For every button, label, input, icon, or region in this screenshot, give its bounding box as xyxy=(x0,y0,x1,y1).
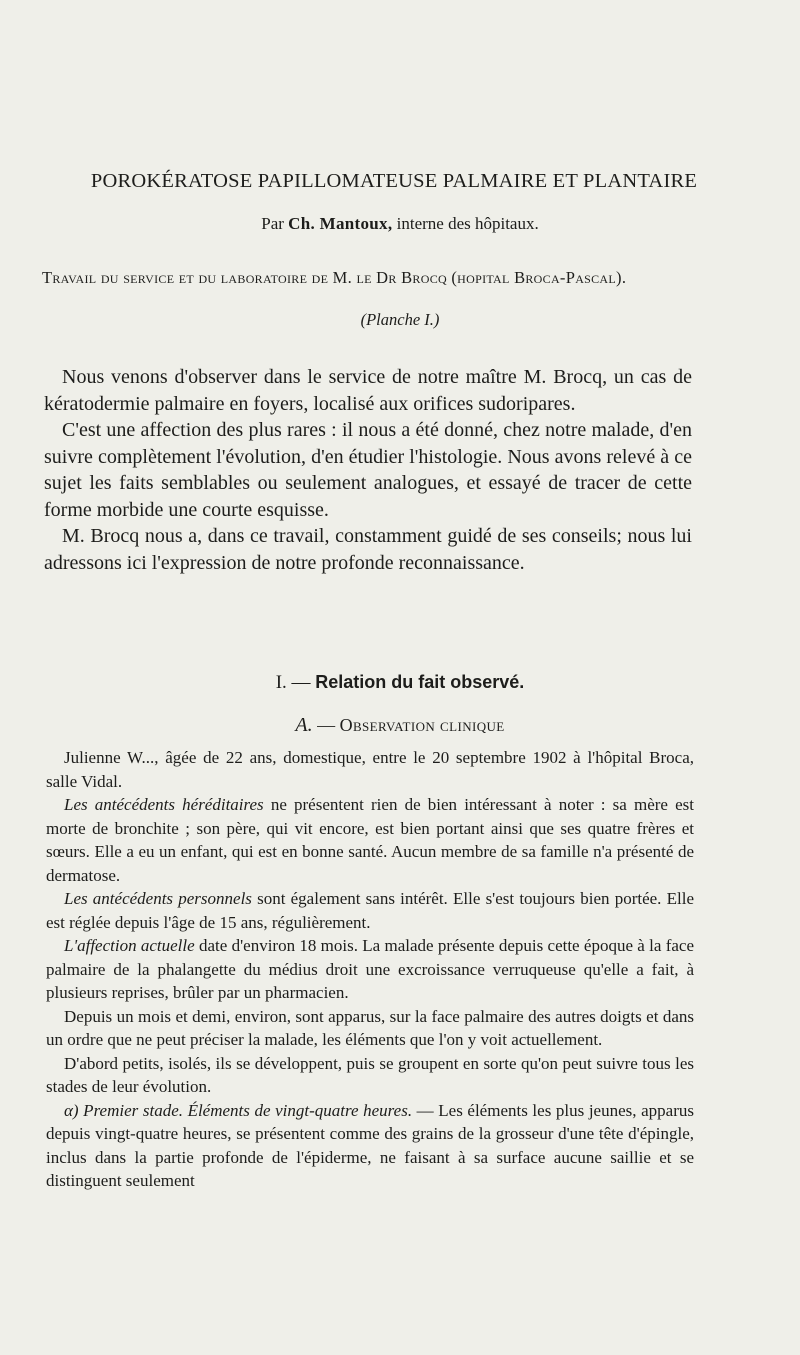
body-paragraph-2 xyxy=(46,793,694,887)
body-paragraph-5: Depuis un mois et demi, environ, sont apparus, sur la face palmaire des autres doigts et dans un ordre que ne peut préciser la malade, les éléments que l'on y voit actuellement. xyxy=(46,1006,694,1049)
body-paragraph-1: Julienne W..., âgée de 22 ans, domestique, entre le 20 septembre 1902 à l'hôpital Broca, salle Vidal. xyxy=(46,748,694,791)
emphasis-current: L'affection actuelle xyxy=(64,936,195,955)
body-paragraph-4-text: date d'environ 18 mois. La malade présente depuis cette époque à la face palmaire de la phalangette du médius droit une excroissance verruqueuse qu'elle a fait, à plusieurs reprises, brûler par un pharmacien. xyxy=(46,936,694,1002)
observation-body xyxy=(46,746,694,1193)
subsection-heading xyxy=(0,714,800,737)
introduction xyxy=(44,364,692,576)
section-heading xyxy=(0,672,800,694)
intro-paragraph-3: M. Brocq nous a, dans ce travail, constamment guidé de ses conseils; nous lui adressons ici l'expression de notre profonde reconnaissance. xyxy=(44,525,692,574)
body-paragraph-7 xyxy=(46,1099,694,1193)
subsection-dash: — xyxy=(317,715,336,735)
body-paragraph-6: D'abord petits, isolés, ils se développent, puis se groupent en sorte qu'on peut suivre tous les stades de leur évolution. xyxy=(46,1053,694,1096)
section-title: Relation du fait observé. xyxy=(315,672,525,692)
body-paragraph-2-text: ne présentent rien de bien intéressant à noter : sa mère est morte de bronchite ; son père, qui vit encore, est bien portant ainsi que ses quatre frères et sœurs. Elle a eu un enfant, qui est en bonne santé. Aucun membre de sa famille n'a présenté de dermatose. xyxy=(46,795,694,885)
by-prefix: Par xyxy=(261,214,284,233)
intro-paragraph-2: C'est une affection des plus rares : il nous a été donné, chez notre malade, d'en suivre complètement l'évolution, d'en étudier l'histologie. Nous avons relevé à ce sujet les faits semblables ou seulement analogues, et essayé de tracer de cette forme morbide une courte esquisse. xyxy=(44,419,692,521)
subsection-title: Observation clinique xyxy=(339,715,505,735)
author-name: Ch. Mantoux, xyxy=(288,214,393,233)
article-title: POROKÉRATOSE PAPILLOMATEUSE PALMAIRE ET PLANTAIRE xyxy=(90,170,698,192)
byline xyxy=(0,214,800,234)
subsection-letter: A. xyxy=(295,714,313,736)
author-role: interne des hôpitaux. xyxy=(396,214,539,233)
body-paragraph-4 xyxy=(46,934,694,1005)
body-paragraph-3-text: sont également sans intérêt. Elle s'est toujours bien portée. Elle est réglée depuis l'âge de 15 ans, régulièrement. xyxy=(46,889,694,932)
body-paragraph-7-text: — Les éléments les plus jeunes, apparus depuis vingt-quatre heures, se présentent comme des grains de la grosseur d'une tête d'épingle, inclus dans la partie profonde de l'épiderme, ne faisant à sa surface aucune saillie et se distinguent seulement xyxy=(46,1100,694,1190)
emphasis-first-stage: α) Premier stade. Éléments de vingt-quatre heures. xyxy=(64,1100,413,1120)
intro-paragraph-1: Nous venons d'observer dans le service de notre maître M. Brocq, un cas de kératodermie palmaire en foyers, localisé aux orifices sudoripares. xyxy=(44,366,692,415)
emphasis-hereditary: Les antécédents héréditaires xyxy=(64,795,264,814)
plate-reference: (Planche I.) xyxy=(360,310,440,329)
section-number: I. — xyxy=(275,672,311,693)
body-paragraph-3 xyxy=(46,887,694,934)
emphasis-personal: Les antécédents personnels xyxy=(64,889,252,908)
affiliation: Travail du service et du laboratoire de M. le Dr Brocq (hopital Broca-Pascal). xyxy=(42,268,627,287)
